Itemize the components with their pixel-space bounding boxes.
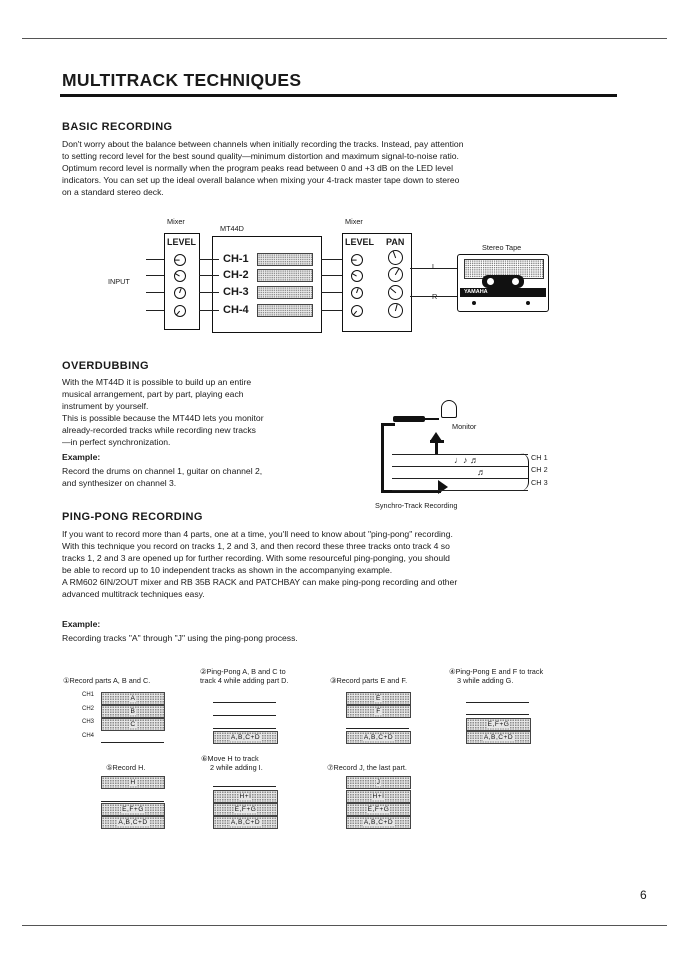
pan-knob-1 [388, 250, 403, 265]
bottom-rule [22, 925, 667, 926]
level-knob-4 [174, 305, 186, 317]
basic-recording-heading: BASIC RECORDING [62, 121, 173, 133]
title-underline [60, 94, 617, 97]
stereo-tape-label: Stereo Tape [482, 243, 522, 252]
step-5-label: ⑤Record H. [106, 763, 146, 772]
step-7-label: ⑦Record J, the last part. [327, 763, 407, 772]
pan-knob-4 [388, 303, 403, 318]
step-4-label: ④Ping-Pong E and F to track 3 while adding G. [449, 667, 544, 685]
step-2-label: ②Ping-Pong A, B and C to track 4 while adding part D. [200, 667, 289, 685]
pan-knob-2 [388, 267, 403, 282]
synchro-caption: Synchro-Track Recording [375, 501, 458, 510]
guitar-icon [393, 416, 425, 422]
pan-knob-3 [388, 285, 403, 300]
level-knob-1 [174, 254, 186, 266]
overdub-example-label: Example: [62, 452, 101, 462]
headphones-icon [441, 400, 457, 418]
top-rule [22, 38, 667, 39]
cassette-tape-icon: YAMAHA [457, 254, 549, 312]
step-1-label: ①Record parts A, B and C. [63, 676, 151, 685]
mt44d-box [212, 236, 322, 333]
ping-pong-heading: PING-PONG RECORDING [62, 511, 203, 523]
channel-1-label: CH-1 [223, 253, 249, 265]
overdubbing-heading: OVERDUBBING [62, 360, 149, 372]
level-knob-3 [174, 287, 186, 299]
ping-pong-example-label: Example: [62, 619, 101, 629]
page-number: 6 [640, 888, 647, 902]
step-3-label: ③Record parts E and F. [330, 676, 408, 685]
channel-2-label: CH-2 [223, 269, 249, 281]
mixer-right-box [342, 233, 412, 332]
channel-3-label: CH-3 [223, 286, 249, 298]
level-knob-2 [174, 270, 186, 282]
channel-4-label: CH-4 [223, 304, 249, 316]
page-title: MULTITRACK TECHNIQUES [62, 70, 302, 90]
step-6-label: ⑥Move H to track 2 while adding I. [201, 754, 263, 772]
